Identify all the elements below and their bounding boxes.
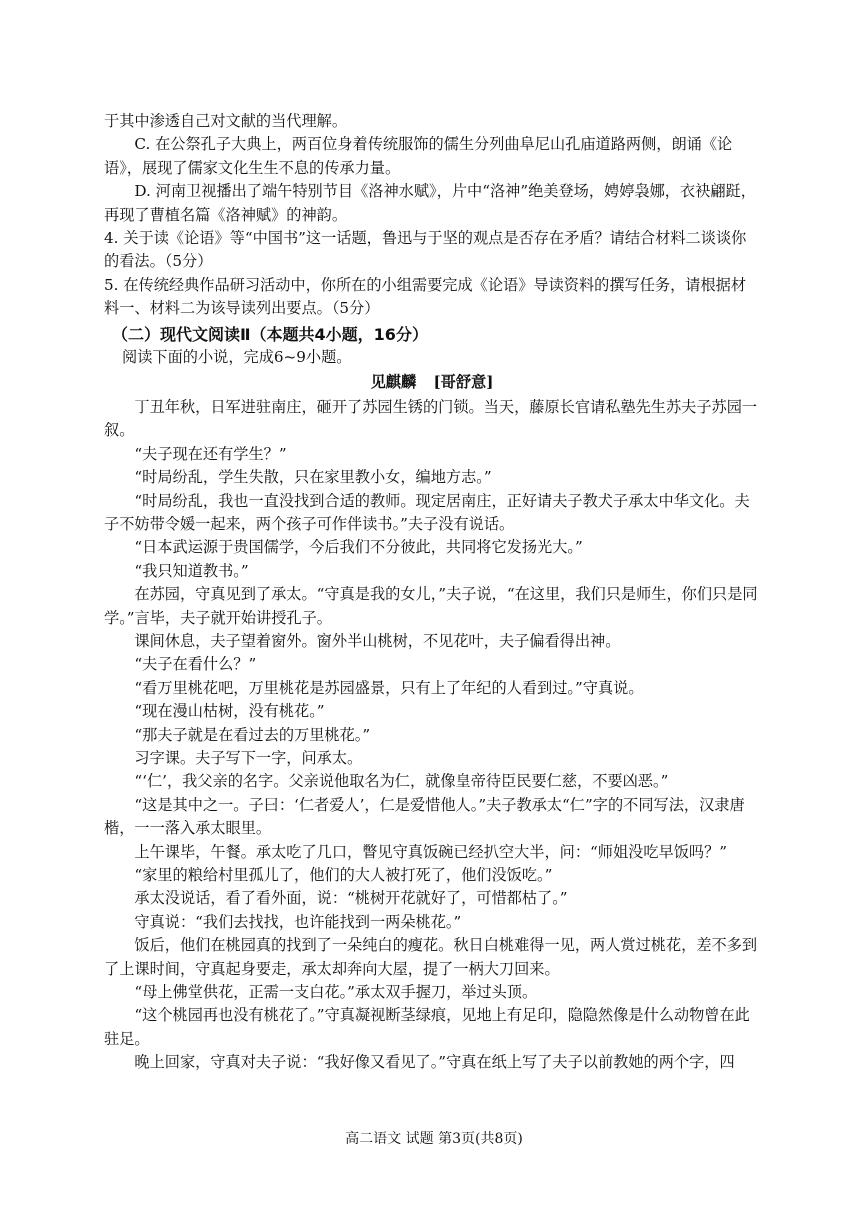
story-paragraph: “家里的粮给村里孤儿了，他们的大人被打死了，他们没饭吃。” [134,866,553,884]
story-paragraph: “‘仁’，我父亲的名字。父亲说他取名为仁，就像皇帝待臣民要仁慈，不要凶恶。” [134,772,669,791]
story-paragraph: “夫子在看什么？” [134,655,257,674]
story-paragraph: 习字课。夫子写下一字，问承太。 [134,748,363,767]
question-4: 4. 关于读《论语》等“中国书”这一话题，鲁迅与于坚的观点是否存在矛盾？请结合材料二谈谈你的看法。（5分） [104,229,747,271]
story-paragraph: 上午课毕，午餐。承太吃了几口，瞥见守真饭碗已经扒空大半，问：“师姐没吃早饭吗？” [134,842,728,861]
page-footer: 高二语文 试题 第3页(共8页) [345,1131,523,1147]
continuation-text: 于其中渗透自己对文献的当代理解。 [104,112,347,130]
story-paragraph: “那夫子就是在看过去的万里桃花。” [134,725,371,744]
story-paragraph: “现在漫山枯树，没有桃花。” [134,702,325,721]
story-paragraph: 承太没说话，看了看外面，说：“桃树开花就好了，可惜都枯了。” [134,889,568,908]
story-paragraph: 晚上回家，守真对夫子说：“我好像又看见了。”守真在纸上写了夫子以前教她的两个字，四 [134,1053,735,1072]
story-title-line [104,371,760,394]
story-paragraph: “这个桃园再也没有桃花了。”守真凝视断茎绿痕，见地上有足印，隐隐然像是什么动物曾在此驻足。 [104,1006,750,1048]
story-paragraph: 在苏园，守真见到了承太。“守真是我的女儿，”夫子说，“在这里，我们只是师生，你们只是同学。”言毕，夫子就开始讲授孔子。 [104,585,758,627]
option-c: C. 在公祭孔子大典上，两百位身着传统服饰的儒生分列曲阜尼山孔庙道路两侧，朗诵《论语》，展现了儒家文化生生不息的传承力量。 [104,135,733,177]
story-paragraph: 饭后，他们在桃园真的找到了一朵纯白的瘦花。秋日白桃难得一见，两人赏过桃花，差不多到了上课时间，守真起身要走，承太却奔向大屋，提了一柄大刀回来。 [104,936,758,978]
story-body [104,396,760,1075]
story-paragraph: 课间休息，夫子望着窗外。窗外半山桃树，不见花叶，夫子偏看得出神。 [134,631,621,650]
section-heading: （二）现代文阅读Ⅱ（本题共4小题，16分） [112,324,428,344]
story-paragraph: 丁丑年秋，日军进驻南庄，砸开了苏园生锈的门锁。当天，藤原长官请私塾先生苏夫子苏园一叙。 [104,397,758,440]
story-paragraph: 守真说：“我们去找找，也许能找到一两朵桃花。” [134,912,462,931]
story-paragraph: “时局纷乱，学生失散，只在家里教小女，编地方志。” [134,468,492,487]
story-paragraph: “这是其中之一。子曰：‘仁者爱人’，仁是爱惜他人。”夫子教承太“仁”字的不同写法，汉隶唐楷，一一落入承太眼里。 [104,795,745,838]
question-5: 5. 在传统经典作品研习活动中，你所在的小组需要完成《论语》导读资料的撰写任务，请根据材料一、材料二为该导读列出要点。（5分） [104,275,747,318]
story-paragraph: “夫子现在还有学生？” [134,444,287,463]
page-content [104,110,760,1075]
story-paragraph: “母上佛堂供花，正需一支白花。”承太双手握刀，举过头顶。 [134,983,538,1002]
story-paragraph: “时局纷乱，我也一直没找到合适的教师。现定居南庄，正好请夫子教犬子承太中华文化。夫子不妨带令媛一起来，两个孩子可作伴读书。”夫子没有说话。 [104,491,750,533]
story-author: [哥舒意] [433,373,494,392]
option-d: D. 河南卫视播出了端午特别节目《洛神水赋》，片中“洛神”绝美登场，娉婷袅娜，衣袂翩跹，再现了曹植名篇《洛神赋》的神韵。 [104,182,756,224]
story-paragraph: “看万里桃花吧，万里桃花是苏园盛景，只有上了年纪的人看到过。”守真说。 [134,678,644,697]
story-title: 见麒麟 [370,373,417,392]
story-paragraph: “我只知道教书。” [134,561,249,580]
reading-instruction: 阅读下面的小说，完成6~9小题。 [122,348,352,367]
story-paragraph: “日本武运源于贵国儒学，今后我们不分彼此，共同将它发扬光大。” [134,538,583,557]
